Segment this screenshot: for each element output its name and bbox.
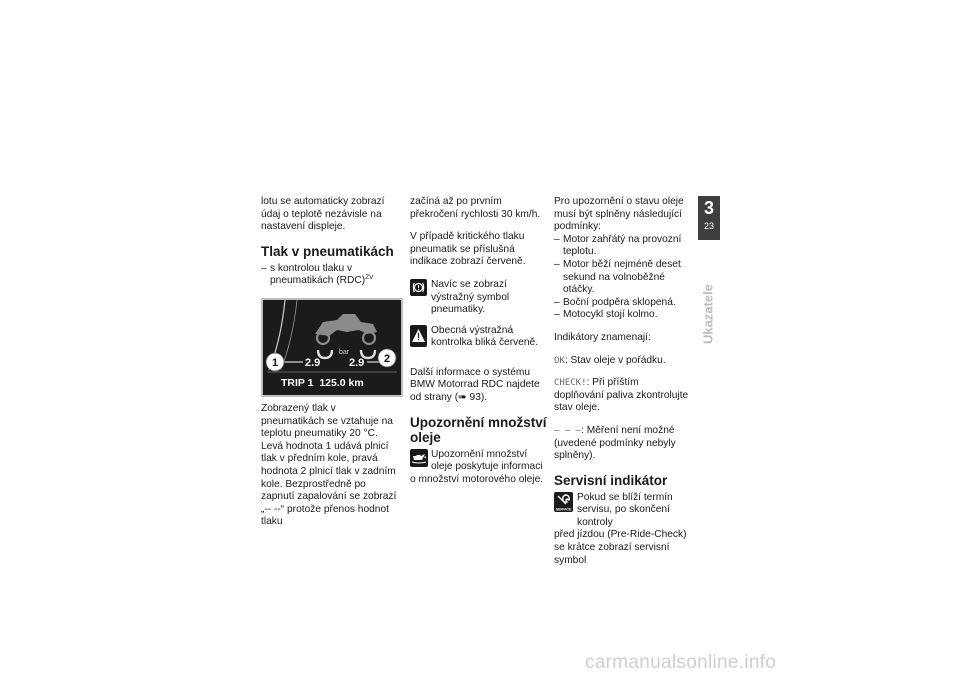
- list-item: – Motor běží nejméně deset sekund na volnoběžné otáčky.: [554, 259, 690, 297]
- oil-can-icon: [410, 449, 428, 472]
- section-side-label: Ukazatele: [700, 284, 716, 344]
- intro-paragraph: lotu se automaticky zobrazí údaj o teplotě nezávisle na nastavení displeje.: [261, 196, 385, 233]
- oil-warning-heading: Upozornění množství oleje: [410, 414, 547, 445]
- tire-pressure-display-image: [261, 298, 403, 397]
- service-icon-label: SERVICE: [555, 506, 572, 511]
- continued-paragraph: začíná až po prvním překročení rychlosti 30 km/h.: [410, 196, 541, 220]
- callout-1: 1: [271, 356, 279, 369]
- more-info-paragraph: Další informace o systému BMW Motorrad RDC najdete od strany (➠ 93).: [410, 366, 540, 403]
- page-ref[interactable]: 93).: [469, 391, 488, 403]
- list-item: – Boční podpěra sklopená.: [554, 297, 690, 310]
- indicator-check: CHECK!: Při příštím doplňování paliva zkontrolujte stav oleje.: [554, 377, 689, 414]
- tire-warning-icon: [410, 279, 427, 301]
- indicator-ok: OK: Stav oleje v pořádku.: [554, 354, 666, 366]
- oil-warning-text: Upozornění množství oleje poskytuje informaci: [431, 448, 543, 473]
- tire-warning-note: [410, 279, 550, 317]
- warning-triangle-icon: [410, 325, 427, 352]
- trip-readout: TRIP 1 125.0 km: [281, 376, 364, 389]
- indicator-dash: – – –: Měření není možné (uvedené podmínky nebyly splněny).: [554, 424, 676, 462]
- oil-conditions-list: [554, 234, 690, 322]
- column-2: [410, 196, 550, 494]
- oil-warning-text-cont: o množství motorového oleje.: [410, 473, 544, 485]
- column-1: [261, 196, 401, 539]
- critical-pressure-paragraph: V případě kritického tlaku pneumatik se příslušná indikace zobrazí červeně.: [410, 231, 526, 268]
- ok-code: OK: [554, 355, 565, 366]
- check-code: CHECK!: [554, 378, 587, 389]
- service-text-cont: před jízdou (Pre-Ride-Check) se krátce zobrazí servisní symbol: [554, 529, 687, 566]
- page-number: 23: [703, 221, 714, 231]
- chapter-tab: [698, 196, 720, 240]
- motorcycle-icon: [315, 314, 377, 344]
- callout-2: 2: [383, 352, 391, 365]
- pressure-description: Zobrazený tlak v pneumatikách se vztahuje na teplotu pneumatiky 20 °C. Levá hodnota 1 udává plnicí tlak v předním kole, pravá hodnota 2 plnicí tlak v zadním kole. Bezprostředně po zapnutí zapalování se zobrazí „-- --“ protože přenos hodnot tlaku: [261, 402, 397, 528]
- oil-conditions-intro: Pro upozornění o stavu oleje musí být splněny následující podmínky:: [554, 196, 684, 233]
- indicators-intro: Indikátory znamenají:: [554, 331, 651, 343]
- dash-code: – – –: [554, 425, 582, 436]
- list-item: – Motocykl stojí kolmo.: [554, 309, 690, 322]
- list-item: – Motor zahřátý na provozní teplotu.: [554, 234, 690, 259]
- front-pressure-value: 2.9: [305, 356, 321, 369]
- rear-pressure-value: 2.9: [349, 356, 365, 369]
- unit-label: bar: [339, 348, 350, 356]
- option-sup: ZV: [365, 274, 374, 282]
- tire-pressure-heading: Tlak v pneumatikách: [261, 243, 394, 259]
- tire-warning-text: Navíc se zobrazí výstražný symbol pneumatiky.: [431, 278, 510, 316]
- tire-pressure-list: [261, 263, 401, 288]
- service-text: Pokud se blíží termín servisu, po skončení kontroly: [577, 491, 673, 528]
- display-graphic: [263, 300, 401, 395]
- list-item: – s kontrolou tlaku v pneumatikách (RDC)$^{ZV}$: [261, 263, 401, 288]
- page-ref-arrow-icon: ➠: [458, 391, 467, 403]
- column-3: [554, 196, 690, 575]
- service-indicator-heading: Servisní indikátor: [554, 472, 668, 488]
- service-note: [554, 492, 690, 568]
- service-wrench-icon: [554, 492, 573, 517]
- oil-warning-note: [410, 449, 550, 487]
- general-warning-text: Obecná výstražná kontrolka bliká červeně.: [431, 324, 539, 349]
- general-warning-note: [410, 325, 550, 359]
- watermark: carmanualsonline.info: [585, 652, 777, 673]
- chapter-number: 3: [703, 198, 714, 218]
